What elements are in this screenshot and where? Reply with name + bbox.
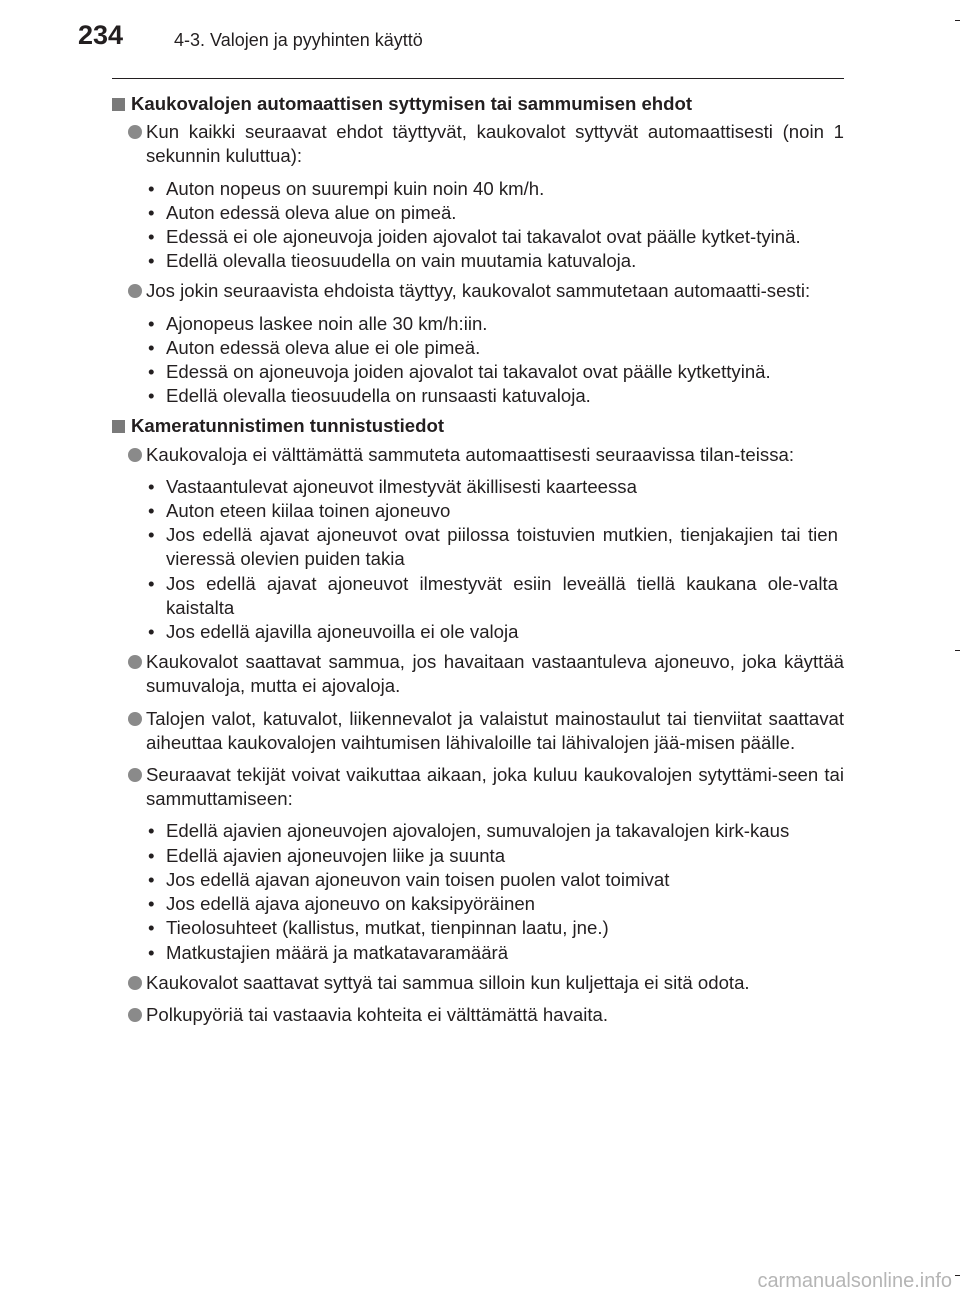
bullet-dot-icon: •	[148, 385, 155, 407]
header-rule	[112, 78, 844, 79]
paragraph	[112, 443, 844, 467]
list-item	[148, 892, 844, 916]
watermark: carmanualsonline.info	[757, 1270, 952, 1292]
list-item	[148, 868, 844, 892]
list-item-text: Jos edellä ajavat ajoneuvot ilmestyvät esiin leveällä tiellä kaukana ole-valta kaistalta	[166, 572, 838, 618]
list-item	[148, 916, 844, 940]
section-heading	[112, 414, 844, 438]
square-bullet-icon	[112, 420, 125, 433]
list-item-text: Auton edessä oleva alue on pimeä.	[166, 201, 457, 223]
chapter-title: 4-3. Valojen ja pyyhinten käyttö	[174, 30, 423, 50]
list-item	[148, 523, 844, 571]
bullet-dot-icon: •	[148, 475, 155, 497]
list-item-text: Matkustajien määrä ja matkatavaramäärä	[166, 941, 509, 963]
bullet-list	[112, 312, 844, 409]
bullet-list	[112, 177, 844, 274]
list-item	[148, 384, 844, 408]
list-item	[148, 572, 844, 620]
bullet-dot-icon: •	[148, 893, 155, 915]
circle-bullet-icon	[128, 125, 142, 139]
paragraph	[112, 971, 844, 995]
paragraph-text: Polkupyöriä tai vastaavia kohteita ei välttämättä havaita.	[146, 1003, 609, 1025]
edge-tick-top	[955, 20, 960, 21]
list-item	[148, 336, 844, 360]
paragraph-text: Kaukovalot saattavat sammua, jos havaitaan vastaantuleva ajoneuvo, joka käyttää sumuvaloja, mutta ei ajovaloja.	[146, 651, 844, 697]
bullet-dot-icon: •	[148, 868, 155, 890]
list-item	[148, 941, 844, 965]
section-title: Kaukovalojen automaattisen syttymisen tai sammumisen ehdot	[131, 93, 693, 114]
paragraph-text: Kaukovalot saattavat syttyä tai sammua silloin kun kuljettaja ei sitä odota.	[146, 971, 750, 993]
list-item	[148, 620, 844, 644]
list-item	[148, 360, 844, 384]
circle-bullet-icon	[128, 284, 142, 298]
list-item	[148, 249, 844, 273]
bullet-list	[112, 475, 844, 644]
bullet-dot-icon: •	[148, 336, 155, 358]
list-item	[148, 177, 844, 201]
list-item-text: Edessä ei ole ajoneuvoja joiden ajovalot tai takavalot ovat päälle kytket-tyinä.	[166, 226, 801, 248]
list-item-text: Edellä olevalla tieosuudella on vain muutamia katuvaloja.	[166, 250, 637, 272]
paragraph-text: Kun kaikki seuraavat ehdot täyttyvät, kaukovalot syttyvät automaattisesti (noin 1 sekunnin kuluttua):	[146, 121, 844, 167]
circle-bullet-icon	[128, 976, 142, 990]
circle-bullet-icon	[128, 655, 142, 669]
bullet-dot-icon: •	[148, 572, 155, 594]
list-item-text: Jos edellä ajavat ajoneuvot ovat piilossa toistuvien mutkien, tienjakajien tai tien vieressä olevien puiden takia	[166, 524, 838, 570]
bullet-dot-icon: •	[148, 941, 155, 963]
list-item-text: Edellä ajavien ajoneuvojen liike ja suunta	[166, 844, 506, 866]
list-item-text: Edellä olevalla tieosuudella on runsaasti katuvaloja.	[166, 385, 591, 407]
bullet-dot-icon: •	[148, 820, 155, 842]
list-item-text: Jos edellä ajava ajoneuvo on kaksipyöräinen	[166, 893, 536, 915]
bullet-dot-icon: •	[148, 621, 155, 643]
bullet-list	[112, 819, 844, 964]
list-item-text: Jos edellä ajavan ajoneuvon vain toisen puolen valot toimivat	[166, 868, 670, 890]
paragraph-text: Seuraavat tekijät voivat vaikuttaa aikaan, joka kuluu kaukovalojen sytyttämi-seen tai sammuttamiseen:	[146, 764, 844, 810]
bullet-dot-icon: •	[148, 312, 155, 334]
list-item	[148, 201, 844, 225]
bullet-dot-icon: •	[148, 226, 155, 248]
list-item-text: Auton edessä oleva alue ei ole pimeä.	[166, 336, 481, 358]
list-item	[148, 844, 844, 868]
list-item-text: Auton nopeus on suurempi kuin noin 40 km/h.	[166, 177, 545, 199]
section-heading	[112, 92, 844, 116]
paragraph-text: Jos jokin seuraavista ehdoista täyttyy, kaukovalot sammutetaan automaatti-sesti:	[146, 280, 811, 302]
bullet-dot-icon: •	[148, 361, 155, 383]
list-item-text: Edessä on ajoneuvoja joiden ajovalot tai takavalot ovat päälle kytkettyinä.	[166, 361, 771, 383]
paragraph	[112, 120, 844, 168]
page-header	[78, 20, 858, 60]
bullet-dot-icon: •	[148, 201, 155, 223]
bullet-dot-icon: •	[148, 250, 155, 272]
circle-bullet-icon	[128, 712, 142, 726]
edge-tick-middle	[955, 650, 960, 651]
bullet-dot-icon: •	[148, 524, 155, 546]
list-item	[148, 499, 844, 523]
bullet-dot-icon: •	[148, 500, 155, 522]
list-item-text: Auton eteen kiilaa toinen ajoneuvo	[166, 500, 451, 522]
list-item	[148, 819, 844, 843]
list-item	[148, 225, 844, 249]
bullet-dot-icon: •	[148, 844, 155, 866]
bullet-dot-icon: •	[148, 177, 155, 199]
edge-tick-bottom	[955, 1275, 960, 1276]
page-content	[112, 90, 844, 1035]
circle-bullet-icon	[128, 1008, 142, 1022]
paragraph	[112, 650, 844, 698]
paragraph	[112, 763, 844, 811]
list-item	[148, 312, 844, 336]
circle-bullet-icon	[128, 448, 142, 462]
paragraph	[112, 279, 844, 303]
paragraph	[112, 1003, 844, 1027]
paragraph	[112, 707, 844, 755]
page-number: 234	[78, 20, 124, 50]
section-title: Kameratunnistimen tunnistustiedot	[131, 415, 445, 437]
list-item	[148, 475, 844, 499]
bullet-dot-icon: •	[148, 917, 155, 939]
list-item-text: Vastaantulevat ajoneuvot ilmestyvät äkillisesti kaarteessa	[166, 475, 637, 497]
paragraph-text: Talojen valot, katuvalot, liikennevalot ja valaistut mainostaulut tai tienviitat saattavat aiheuttaa kaukovalojen vaihtumisen lähivaloille tai lähivalojen jää-misen päälle.	[146, 707, 844, 753]
list-item-text: Edellä ajavien ajoneuvojen ajovalojen, sumuvalojen ja takavalojen kirk-kaus	[166, 820, 790, 842]
square-bullet-icon	[112, 98, 125, 111]
list-item-text: Ajonopeus laskee noin alle 30 km/h:iin.	[166, 312, 488, 334]
paragraph-text: Kaukovaloja ei välttämättä sammuteta automaattisesti seuraavissa tilan-teissa:	[146, 443, 794, 465]
list-item-text: Tieolosuhteet (kallistus, mutkat, tienpinnan laatu, jne.)	[166, 917, 609, 939]
circle-bullet-icon	[128, 768, 142, 782]
list-item-text: Jos edellä ajavilla ajoneuvoilla ei ole valoja	[166, 621, 519, 643]
